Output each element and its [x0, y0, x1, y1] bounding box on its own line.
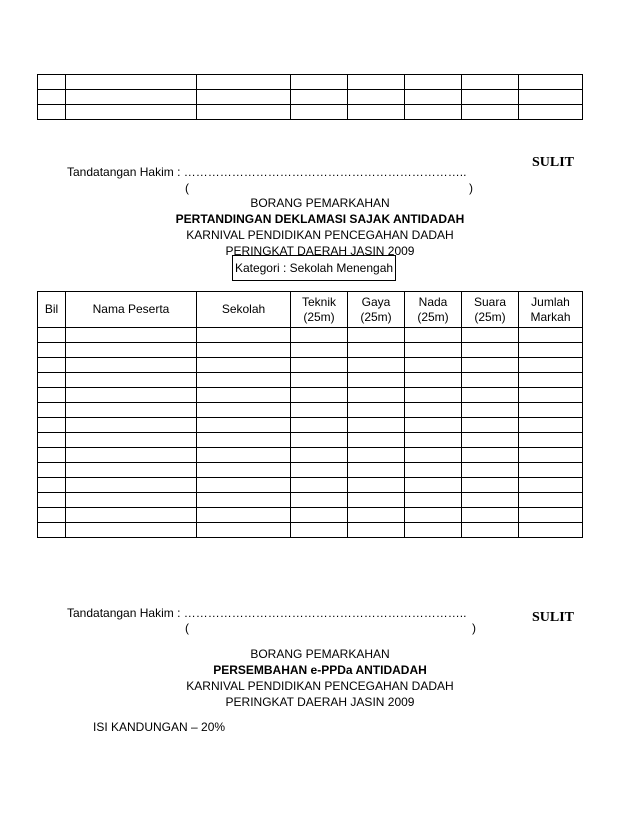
form2-line4: PERINGKAT DAERAH JASIN 2009 — [225, 695, 415, 709]
table-cell[interactable] — [405, 463, 462, 478]
table-cell[interactable] — [38, 358, 66, 373]
table-cell[interactable] — [291, 75, 348, 90]
table-row — [38, 105, 583, 120]
table-row — [38, 75, 583, 90]
table-cell[interactable] — [291, 358, 348, 373]
table-cell[interactable] — [38, 478, 66, 493]
table-cell[interactable] — [291, 508, 348, 523]
table-cell[interactable] — [405, 478, 462, 493]
table-cell[interactable] — [519, 508, 583, 523]
table-row — [38, 328, 583, 343]
table-cell[interactable] — [197, 343, 291, 358]
signature-dots: …………………………………………………………….. — [183, 606, 467, 620]
table-cell[interactable] — [405, 388, 462, 403]
table-cell[interactable] — [38, 523, 66, 538]
table-cell[interactable] — [405, 403, 462, 418]
form1-title — [140, 195, 500, 259]
table-cell[interactable] — [348, 508, 405, 523]
table-cell[interactable] — [519, 105, 583, 120]
table-cell[interactable] — [405, 433, 462, 448]
table-cell[interactable] — [519, 90, 583, 105]
table-cell[interactable] — [462, 433, 519, 448]
table-cell[interactable] — [519, 478, 583, 493]
table-cell[interactable] — [66, 523, 197, 538]
table-cell[interactable] — [197, 358, 291, 373]
table-cell[interactable] — [38, 493, 66, 508]
table-cell[interactable] — [405, 373, 462, 388]
table-cell[interactable] — [291, 90, 348, 105]
table-cell[interactable] — [197, 328, 291, 343]
table-cell[interactable] — [462, 448, 519, 463]
table-row — [38, 403, 583, 418]
signature-dots: …………………………………………………………….. — [183, 165, 467, 179]
table-cell[interactable] — [197, 105, 291, 120]
table-cell[interactable] — [405, 343, 462, 358]
table-cell[interactable] — [348, 90, 405, 105]
signature-colon: : — [177, 165, 181, 179]
table-cell[interactable] — [462, 105, 519, 120]
table-cell[interactable] — [66, 448, 197, 463]
table-cell[interactable] — [405, 508, 462, 523]
table-cell[interactable] — [38, 508, 66, 523]
table-cell[interactable] — [197, 478, 291, 493]
table-cell[interactable] — [38, 75, 66, 90]
table-cell[interactable] — [462, 358, 519, 373]
table-cell[interactable] — [405, 105, 462, 120]
table-cell[interactable] — [66, 478, 197, 493]
header-gaya: Gaya (25m) — [348, 292, 405, 328]
table-cell[interactable] — [38, 343, 66, 358]
header-suara: Suara (25m) — [462, 292, 519, 328]
table-cell[interactable] — [405, 90, 462, 105]
table-row — [38, 373, 583, 388]
table-cell[interactable] — [348, 328, 405, 343]
table-cell[interactable] — [66, 373, 197, 388]
table-row — [38, 463, 583, 478]
table-cell[interactable] — [462, 343, 519, 358]
table-cell[interactable] — [519, 343, 583, 358]
table-cell[interactable] — [38, 448, 66, 463]
table-cell[interactable] — [38, 418, 66, 433]
table-cell[interactable] — [519, 493, 583, 508]
table-cell[interactable] — [348, 403, 405, 418]
table-cell[interactable] — [291, 388, 348, 403]
table-cell[interactable] — [405, 418, 462, 433]
table-cell[interactable] — [38, 433, 66, 448]
sulit-label: SULIT — [532, 155, 575, 170]
table-cell[interactable] — [462, 478, 519, 493]
table-cell[interactable] — [66, 343, 197, 358]
table-row — [38, 343, 583, 358]
table-cell[interactable] — [405, 448, 462, 463]
signature-label: Tandatangan Hakim — [67, 165, 174, 179]
table-cell[interactable] — [197, 388, 291, 403]
table-cell[interactable] — [462, 463, 519, 478]
table-cell[interactable] — [519, 448, 583, 463]
signature-block-1 — [67, 165, 466, 179]
paren-open-2: ( — [185, 621, 189, 635]
table-cell[interactable] — [66, 358, 197, 373]
table-cell[interactable] — [348, 105, 405, 120]
form1-line2: PERTANDINGAN DEKLAMASI SAJAK ANTIDADAH — [175, 212, 465, 226]
table-cell[interactable] — [38, 463, 66, 478]
form1-line3: KARNIVAL PENDIDIKAN PENCEGAHAN DADAH — [186, 228, 454, 242]
table-row — [38, 358, 583, 373]
paren-close-2: ) — [472, 621, 476, 635]
table-cell[interactable] — [348, 433, 405, 448]
header-bil: Bil — [38, 292, 66, 328]
table-cell[interactable] — [291, 403, 348, 418]
form2-line2: PERSEMBAHAN e-PPDa ANTIDADAH — [213, 663, 427, 677]
table-cell[interactable] — [348, 373, 405, 388]
table-cell[interactable] — [291, 523, 348, 538]
table-cell[interactable] — [291, 448, 348, 463]
table-cell[interactable] — [462, 523, 519, 538]
table-cell[interactable] — [291, 478, 348, 493]
form1-line1: BORANG PEMARKAHAN — [250, 196, 390, 210]
table-cell[interactable] — [462, 403, 519, 418]
table-cell[interactable] — [66, 493, 197, 508]
table-cell[interactable] — [519, 463, 583, 478]
paren-open: ( — [185, 181, 189, 195]
table-cell[interactable] — [66, 388, 197, 403]
table-cell[interactable] — [348, 388, 405, 403]
table-cell[interactable] — [405, 358, 462, 373]
table-cell[interactable] — [197, 508, 291, 523]
table-cell[interactable] — [197, 523, 291, 538]
table-row — [38, 478, 583, 493]
scoring-table — [37, 291, 583, 538]
form2-line1: BORANG PEMARKAHAN — [250, 647, 390, 661]
table-cell[interactable] — [519, 403, 583, 418]
table-row — [38, 448, 583, 463]
signature-label: Tandatangan Hakim — [67, 606, 174, 620]
table-cell[interactable] — [66, 463, 197, 478]
table-cell[interactable] — [197, 90, 291, 105]
table-row — [38, 418, 583, 433]
table-row — [38, 388, 583, 403]
table-row — [38, 493, 583, 508]
table-cell[interactable] — [66, 328, 197, 343]
table-cell[interactable] — [66, 90, 197, 105]
table-cell[interactable] — [462, 373, 519, 388]
table-cell[interactable] — [519, 75, 583, 90]
table-cell[interactable] — [519, 328, 583, 343]
header-teknik: Teknik (25m) — [291, 292, 348, 328]
table-cell[interactable] — [291, 343, 348, 358]
table-cell[interactable] — [519, 418, 583, 433]
table-cell[interactable] — [197, 373, 291, 388]
table-cell[interactable] — [348, 418, 405, 433]
table-cell[interactable] — [348, 463, 405, 478]
table-cell[interactable] — [291, 418, 348, 433]
table-cell[interactable] — [66, 508, 197, 523]
table-cell[interactable] — [462, 493, 519, 508]
table-cell[interactable] — [197, 403, 291, 418]
header-nama-peserta: Nama Peserta — [66, 292, 197, 328]
table-cell[interactable] — [66, 403, 197, 418]
table-cell[interactable] — [66, 418, 197, 433]
header-sekolah: Sekolah — [197, 292, 291, 328]
table-cell[interactable] — [348, 523, 405, 538]
table-cell[interactable] — [38, 373, 66, 388]
table-cell[interactable] — [519, 523, 583, 538]
table-cell[interactable] — [462, 418, 519, 433]
table-cell[interactable] — [291, 493, 348, 508]
table-cell[interactable] — [38, 90, 66, 105]
table-cell[interactable] — [38, 328, 66, 343]
table-cell[interactable] — [291, 328, 348, 343]
table-row — [38, 508, 583, 523]
table-cell[interactable] — [291, 433, 348, 448]
table-cell[interactable] — [291, 373, 348, 388]
header-nada: Nada (25m) — [405, 292, 462, 328]
table-cell[interactable] — [348, 493, 405, 508]
kategori-box: Kategori : Sekolah Menengah — [232, 255, 396, 281]
form2-title — [140, 646, 500, 710]
signature-colon: : — [177, 606, 181, 620]
table-cell[interactable] — [519, 433, 583, 448]
table-cell[interactable] — [291, 105, 348, 120]
table-cell[interactable] — [519, 388, 583, 403]
table-cell[interactable] — [405, 493, 462, 508]
table-cell[interactable] — [462, 90, 519, 105]
table-cell[interactable] — [462, 508, 519, 523]
table-cell[interactable] — [197, 463, 291, 478]
table-cell[interactable] — [197, 433, 291, 448]
paren-close: ) — [469, 181, 473, 195]
table-cell[interactable] — [197, 418, 291, 433]
isi-kandungan: ISI KANDUNGAN – 20% — [93, 720, 226, 734]
sulit-label-2: SULIT — [532, 610, 575, 625]
table-cell[interactable] — [197, 448, 291, 463]
table-cell[interactable] — [519, 358, 583, 373]
table-row — [38, 90, 583, 105]
table-cell[interactable] — [348, 478, 405, 493]
table-cell[interactable] — [405, 328, 462, 343]
table-cell[interactable] — [348, 75, 405, 90]
table-cell[interactable] — [197, 493, 291, 508]
table-cell[interactable] — [291, 463, 348, 478]
table-row — [38, 523, 583, 538]
table-cell[interactable] — [38, 388, 66, 403]
signature-block-2 — [67, 606, 466, 620]
form2-line3: KARNIVAL PENDIDIKAN PENCEGAHAN DADAH — [186, 679, 454, 693]
table-cell[interactable] — [66, 75, 197, 90]
table-cell[interactable] — [405, 523, 462, 538]
header-jumlah-markah: Jumlah Markah — [519, 292, 583, 328]
table-cell[interactable] — [405, 75, 462, 90]
table-cell[interactable] — [462, 388, 519, 403]
table-cell[interactable] — [519, 373, 583, 388]
table-cell[interactable] — [348, 343, 405, 358]
table-cell[interactable] — [38, 105, 66, 120]
table-cell[interactable] — [348, 358, 405, 373]
form1-line4: PERINGKAT DAERAH JASIN 2009 — [225, 244, 415, 258]
top-table-fragment — [37, 74, 583, 120]
table-cell[interactable] — [197, 75, 291, 90]
table-cell[interactable] — [66, 433, 197, 448]
table-cell[interactable] — [348, 448, 405, 463]
table-row — [38, 433, 583, 448]
table-cell[interactable] — [66, 105, 197, 120]
table-cell[interactable] — [462, 328, 519, 343]
table-cell[interactable] — [38, 403, 66, 418]
table-cell[interactable] — [462, 75, 519, 90]
